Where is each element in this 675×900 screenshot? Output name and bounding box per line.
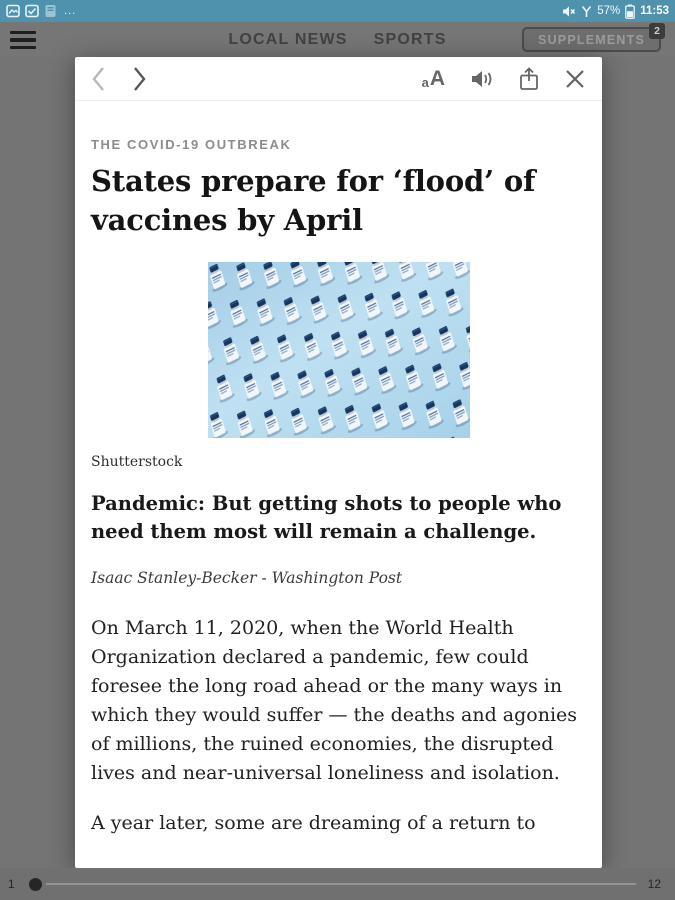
tab-sports[interactable]: SPORTS	[373, 30, 447, 48]
supplements-label: SUPPLEMENTS	[538, 32, 645, 47]
battery-percent-label: 57%	[597, 5, 621, 17]
status-bar-notifications	[6, 4, 76, 18]
mute-icon	[562, 5, 576, 18]
more-notifications-indicator: ...	[64, 5, 77, 17]
page-slider-bar	[0, 868, 675, 900]
close-icon[interactable]	[564, 68, 586, 90]
article-byline: Isaac Stanley-Becker - Washington Post	[91, 569, 403, 588]
tab-local-news[interactable]: LOCAL NEWS	[228, 30, 348, 48]
page-slider-track[interactable]	[46, 883, 636, 885]
article-headline: States prepare for ‘flood’ of vaccines by April	[91, 164, 536, 237]
app-notification-icon	[44, 4, 57, 18]
message-check-icon	[25, 4, 39, 18]
menu-button[interactable]	[10, 29, 44, 51]
article-paragraph: A year later, some are dreaming of a return to	[91, 811, 536, 834]
antenna-icon	[581, 5, 592, 18]
section-tabs	[228, 22, 446, 57]
article-photo-frame	[91, 262, 586, 438]
android-status-bar	[0, 0, 675, 22]
vaccine-vials-pattern-photo	[208, 262, 470, 438]
photo-credit: Shutterstock	[91, 453, 183, 470]
total-pages-label: 12	[647, 877, 661, 891]
next-article-button[interactable]	[132, 66, 147, 92]
read-aloud-button[interactable]	[470, 69, 494, 89]
page-slider-thumb[interactable]	[29, 878, 42, 891]
article-paragraph: On March 11, 2020, when the World Health Organization declared a pandemic, few could foresee the long road ahead or the many ways in which they would suffer — the deaths and agonies of millions, the ruined economies, the disrupted lives and near-universal loneliness and isolation.	[91, 617, 578, 784]
app-navbar-dimmed	[0, 22, 675, 57]
article-subhead: Pandemic: But getting shots to people who need them most will remain a challenge.	[91, 491, 562, 543]
reader-toolbar	[75, 57, 602, 101]
article-reader-modal	[75, 57, 602, 868]
screenshot-icon	[6, 4, 20, 18]
current-page-label: 1	[8, 877, 15, 891]
article-content	[75, 137, 602, 837]
clock-label: 11:53	[640, 5, 669, 17]
text-size-small-glyph: a	[421, 75, 429, 90]
article-kicker: THE COVID-19 OUTBREAK	[91, 137, 292, 152]
supplements-badge: 2	[649, 23, 665, 39]
status-bar-indicators	[562, 4, 669, 19]
text-size-large-glyph: A	[429, 67, 445, 90]
share-button[interactable]	[519, 67, 539, 91]
text-size-button[interactable]	[422, 68, 445, 89]
battery-icon	[625, 4, 635, 19]
supplements-button[interactable]	[522, 27, 661, 52]
previous-article-button[interactable]	[91, 66, 106, 92]
